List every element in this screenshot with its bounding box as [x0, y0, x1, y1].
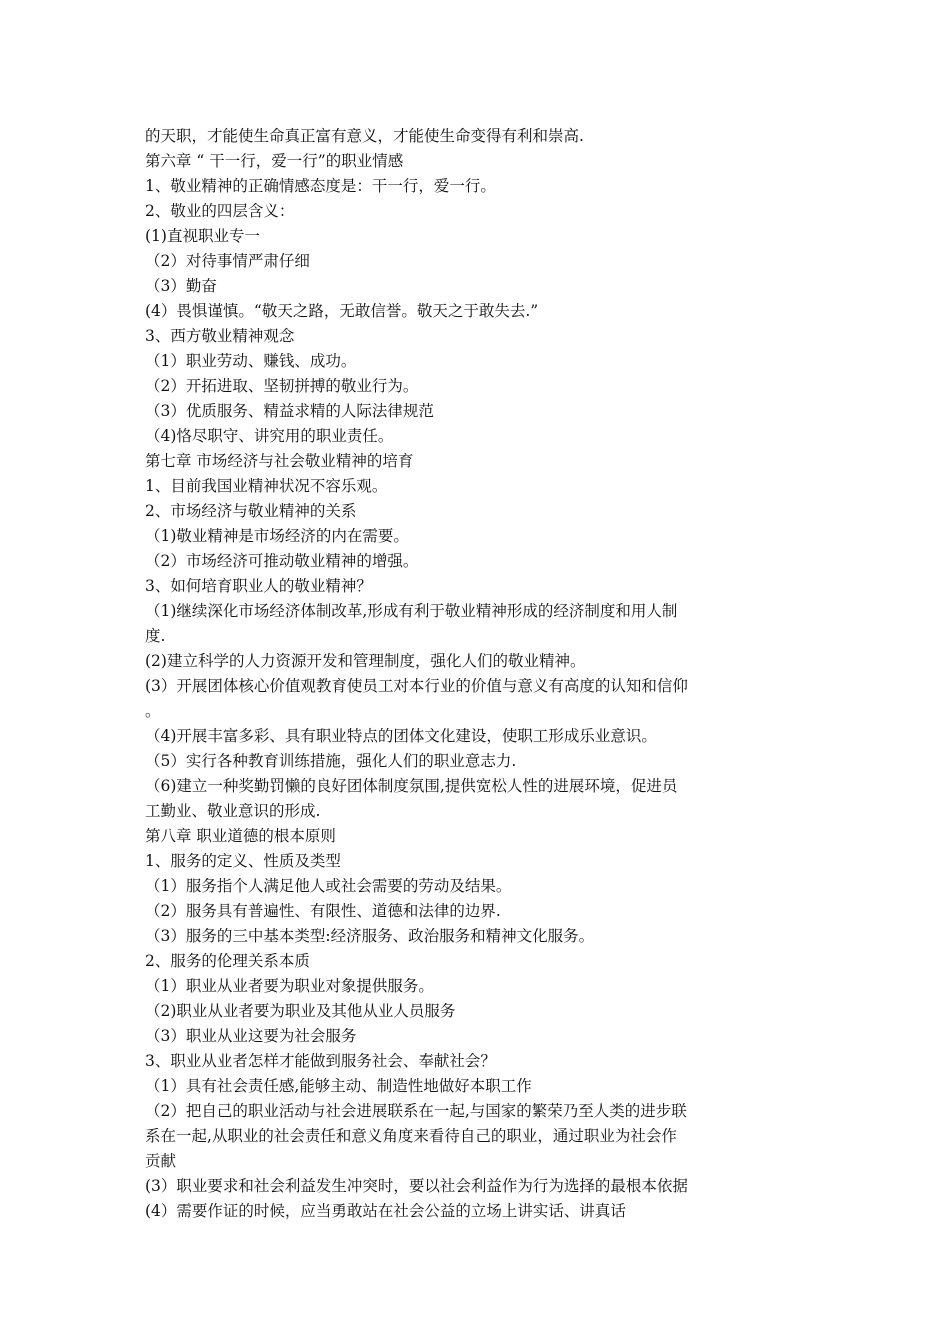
list-item: （5）实行各种教育训练措施，强化人们的职业意志力.	[145, 752, 517, 770]
section-heading: 1、服务的定义、性质及类型	[145, 852, 341, 870]
list-item: （1)敬业精神是市场经济的内在需要。	[145, 527, 409, 545]
list-item: （3）职业从业这要为社会服务	[145, 1027, 357, 1045]
text-line: 的天职，才能使生命真正富有意义，才能使生命变得有利和崇高.	[145, 127, 584, 145]
list-item-continuation: 系在一起,从职业的社会责任和意义角度来看待自己的职业，通过职业为社会作	[145, 1127, 677, 1145]
list-item: （1)继续深化市场经济体制改革,形成有利于敬业精神形成的经济制度和用人制	[145, 602, 678, 620]
document-body	[145, 124, 745, 1224]
list-item: （2)职业从业者要为职业及其他从业人员服务	[145, 1002, 456, 1020]
text-line: 1、敬业精神的正确情感态度是：干一行，爱一行。	[145, 177, 496, 195]
list-item: （3）优质服务、精益求精的人际法律规范	[145, 402, 434, 420]
section-heading: 2、服务的伦理关系本质	[145, 952, 310, 970]
section-heading: 2、敬业的四层含义：	[145, 202, 295, 220]
section-heading: 2、市场经济与敬业精神的关系	[145, 502, 357, 520]
list-item: （1）职业从业者要为职业对象提供服务。	[145, 977, 434, 995]
list-item: （6)建立一种奖勤罚懒的良好团体制度氛围,提供宽松人性的进展环境，促进员	[145, 777, 678, 795]
list-item: (4）需要作证的时候，应当勇敢站在社会公益的立场上讲实话、讲真话	[145, 1202, 626, 1220]
list-item-continuation: 度.	[145, 627, 166, 645]
section-heading: 3、西方敬业精神观念	[145, 327, 295, 345]
list-item: (1)直视职业专一	[145, 227, 260, 245]
section-heading: 3、职业从业者怎样才能做到服务社会、奉献社会？	[145, 1052, 496, 1070]
list-item: （3）服务的三中基本类型:经济服务、政治服务和精神文化服务。	[145, 927, 595, 945]
list-item-continuation: 贡献	[145, 1152, 177, 1170]
section-heading: 3、如何培育职业人的敬业精神？	[145, 577, 372, 595]
list-item: （3）勤奋	[145, 277, 217, 295]
list-item-continuation: 工勤业、敬业意识的形成.	[145, 802, 321, 820]
text-line: 1、目前我国业精神状况不容乐观。	[145, 477, 388, 495]
chapter-heading: 第六章 “ 干一行，爱一行”的职业情感	[145, 152, 404, 170]
list-item-continuation: 。	[145, 702, 161, 720]
list-item: （1）服务指个人满足他人或社会需要的劳动及结果。	[145, 877, 512, 895]
list-item: （1）具有社会责任感,能够主动、制造性地做好本职工作	[145, 1077, 532, 1095]
list-item: （2）把自己的职业活动与社会进展联系在一起,与国家的繁荣乃至人类的进步联	[145, 1102, 687, 1120]
list-item: (4）畏惧谨慎。“敬天之路，无敢信誉。敬天之于敢失去.”	[145, 302, 539, 320]
list-item: （1）职业劳动、赚钱、成功。	[145, 352, 357, 370]
list-item: （2）市场经济可推动敬业精神的增强。	[145, 552, 419, 570]
list-item: （4)恪尽职守、讲究用的职业责任。	[145, 427, 394, 445]
chapter-heading: 第七章 市场经济与社会敬业精神的培育	[145, 452, 414, 470]
list-item: (3）职业要求和社会利益发生冲突时，要以社会利益作为行为选择的最根本依据	[145, 1177, 688, 1195]
chapter-heading: 第八章 职业道德的根本原则	[145, 827, 336, 845]
list-item: (2)建立科学的人力资源开发和管理制度，强化人们的敬业精神。	[145, 652, 586, 670]
list-item: （2）开拓进取、坚韧拼搏的敬业行为。	[145, 377, 419, 395]
list-item: (3）开展团体核心价值观教育使员工对本行业的价值与意义有高度的认知和信仰	[145, 677, 688, 695]
list-item: （2）对待事情严肃仔细	[145, 252, 310, 270]
list-item: （2）服务具有普遍性、有限性、道德和法律的边界.	[145, 902, 501, 920]
list-item: （4)开展丰富多彩、具有职业特点的团体文化建设，使职工形成乐业意识。	[145, 727, 657, 745]
